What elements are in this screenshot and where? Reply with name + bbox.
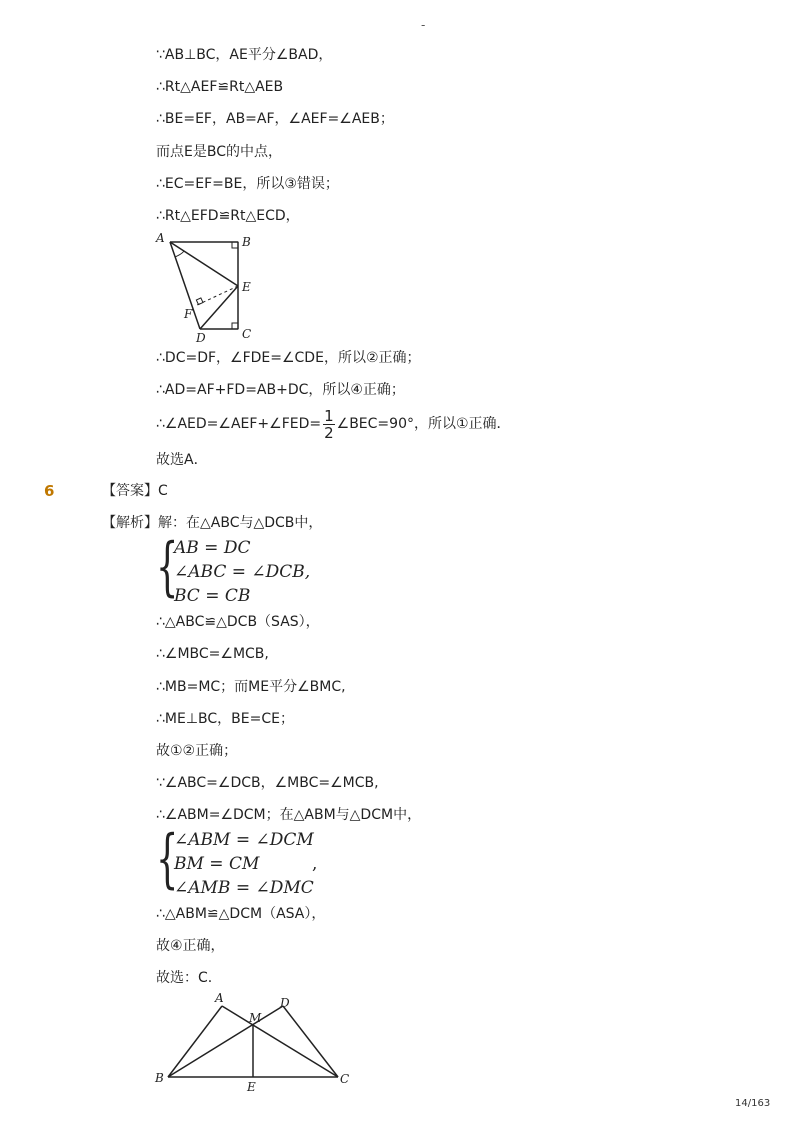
answer-row: [102, 482, 168, 500]
right-angle-F: [196, 298, 203, 305]
proof-line-5: ∴EC=EF=BE，所以③错误；: [156, 176, 339, 192]
left-brace-2: {: [156, 822, 179, 896]
segment-DB: [168, 1006, 283, 1077]
step-1: ∴△ABC≌△DCB（SAS），: [156, 614, 320, 630]
analysis-row: [102, 514, 322, 532]
label-C: C: [242, 327, 252, 341]
fraction-denominator: 2: [324, 423, 334, 442]
segment-AC: [222, 1006, 338, 1077]
label-D: D: [280, 996, 290, 1010]
step-8: ∴△ABM≌△DCM（ASA），: [156, 906, 326, 922]
system2-eq-1: ∠ABM = ∠DCM: [174, 830, 314, 850]
system1-eq-3: BC = CB: [174, 586, 251, 606]
fraction-numerator: 1: [324, 406, 334, 425]
proof-line-7: ∴DC=DF，∠FDE=∠CDE，所以②正确；: [156, 350, 421, 366]
answer-value: C: [158, 483, 168, 499]
proof-line-4: 而点E是BC的中点，: [156, 144, 282, 160]
label-A: A: [215, 991, 224, 1005]
proof-line-6: ∴Rt△EFD≌Rt△ECD，: [156, 208, 300, 224]
proof-line-2: ∴Rt△AEF≌Rt△AEB: [156, 79, 284, 95]
step-9: 故④正确，: [156, 938, 225, 954]
geometry-figure-1: [150, 228, 260, 344]
step-3: ∴MB=MC；而ME平分∠BMC,: [156, 679, 346, 695]
aed-after: ∠BEC=90°，所以①正确．: [336, 416, 511, 432]
analysis-intro: 解：在△ABC与△DCB中，: [158, 515, 323, 531]
step-7: ∴∠ABM=∠DCM；在△ABM与△DCM中，: [156, 807, 422, 823]
angle-mark-A: [175, 251, 184, 257]
right-angle-C: [232, 323, 238, 329]
left-brace-1: {: [156, 530, 179, 604]
label-D: D: [196, 331, 206, 344]
proof-conclusion: 故选A．: [156, 452, 208, 468]
label-F: F: [184, 307, 193, 321]
system2-eq-2: BM = CM: [174, 854, 260, 874]
right-angle-B: [232, 242, 238, 248]
system1-eq-2: ∠ABC = ∠DCB,: [174, 562, 311, 582]
header-dash: -: [421, 18, 426, 32]
step-2: ∴∠MBC=∠MCB,: [156, 646, 269, 662]
label-C: C: [340, 1072, 350, 1086]
segment-DC: [283, 1006, 338, 1077]
label-B: B: [155, 1071, 164, 1085]
answer-tag: 【答案】: [102, 483, 158, 499]
page-number: 14/163: [735, 1098, 771, 1109]
label-M: M: [249, 1011, 262, 1025]
geometry-figure-2: [150, 990, 360, 1096]
analysis-tag: 【解析】: [102, 515, 158, 531]
proof-line-aed: [156, 406, 511, 442]
system1-eq-1: AB = DC: [174, 538, 251, 558]
label-B: B: [242, 235, 251, 249]
step-5: 故①②正确；: [156, 743, 238, 759]
system2-comma: ,: [312, 854, 318, 874]
proof-line-3: ∴BE=EF，AB=AF，∠AEF=∠AEB；: [156, 111, 394, 127]
label-E: E: [242, 280, 251, 294]
fraction-one-half: [323, 408, 335, 441]
step-10: 故选：C.: [156, 970, 213, 986]
label-E: E: [247, 1080, 256, 1094]
step-6: ∵∠ABC=∠DCB，∠MBC=∠MCB,: [156, 775, 379, 791]
aed-before: ∴∠AED=∠AEF+∠FED=: [156, 416, 322, 432]
segment-AB: [168, 1006, 222, 1077]
label-A: A: [156, 231, 165, 245]
step-4: ∴ME⊥BC，BE=CE；: [156, 711, 294, 727]
proof-line-1: ∵AB⊥BC，AE平分∠BAD，: [156, 47, 333, 63]
question-number: 6: [44, 482, 55, 500]
proof-line-8: ∴AD=AF+FD=AB+DC，所以④正确；: [156, 382, 405, 398]
system2-eq-3: ∠AMB = ∠DMC: [174, 878, 314, 898]
segment-AE: [170, 242, 238, 286]
